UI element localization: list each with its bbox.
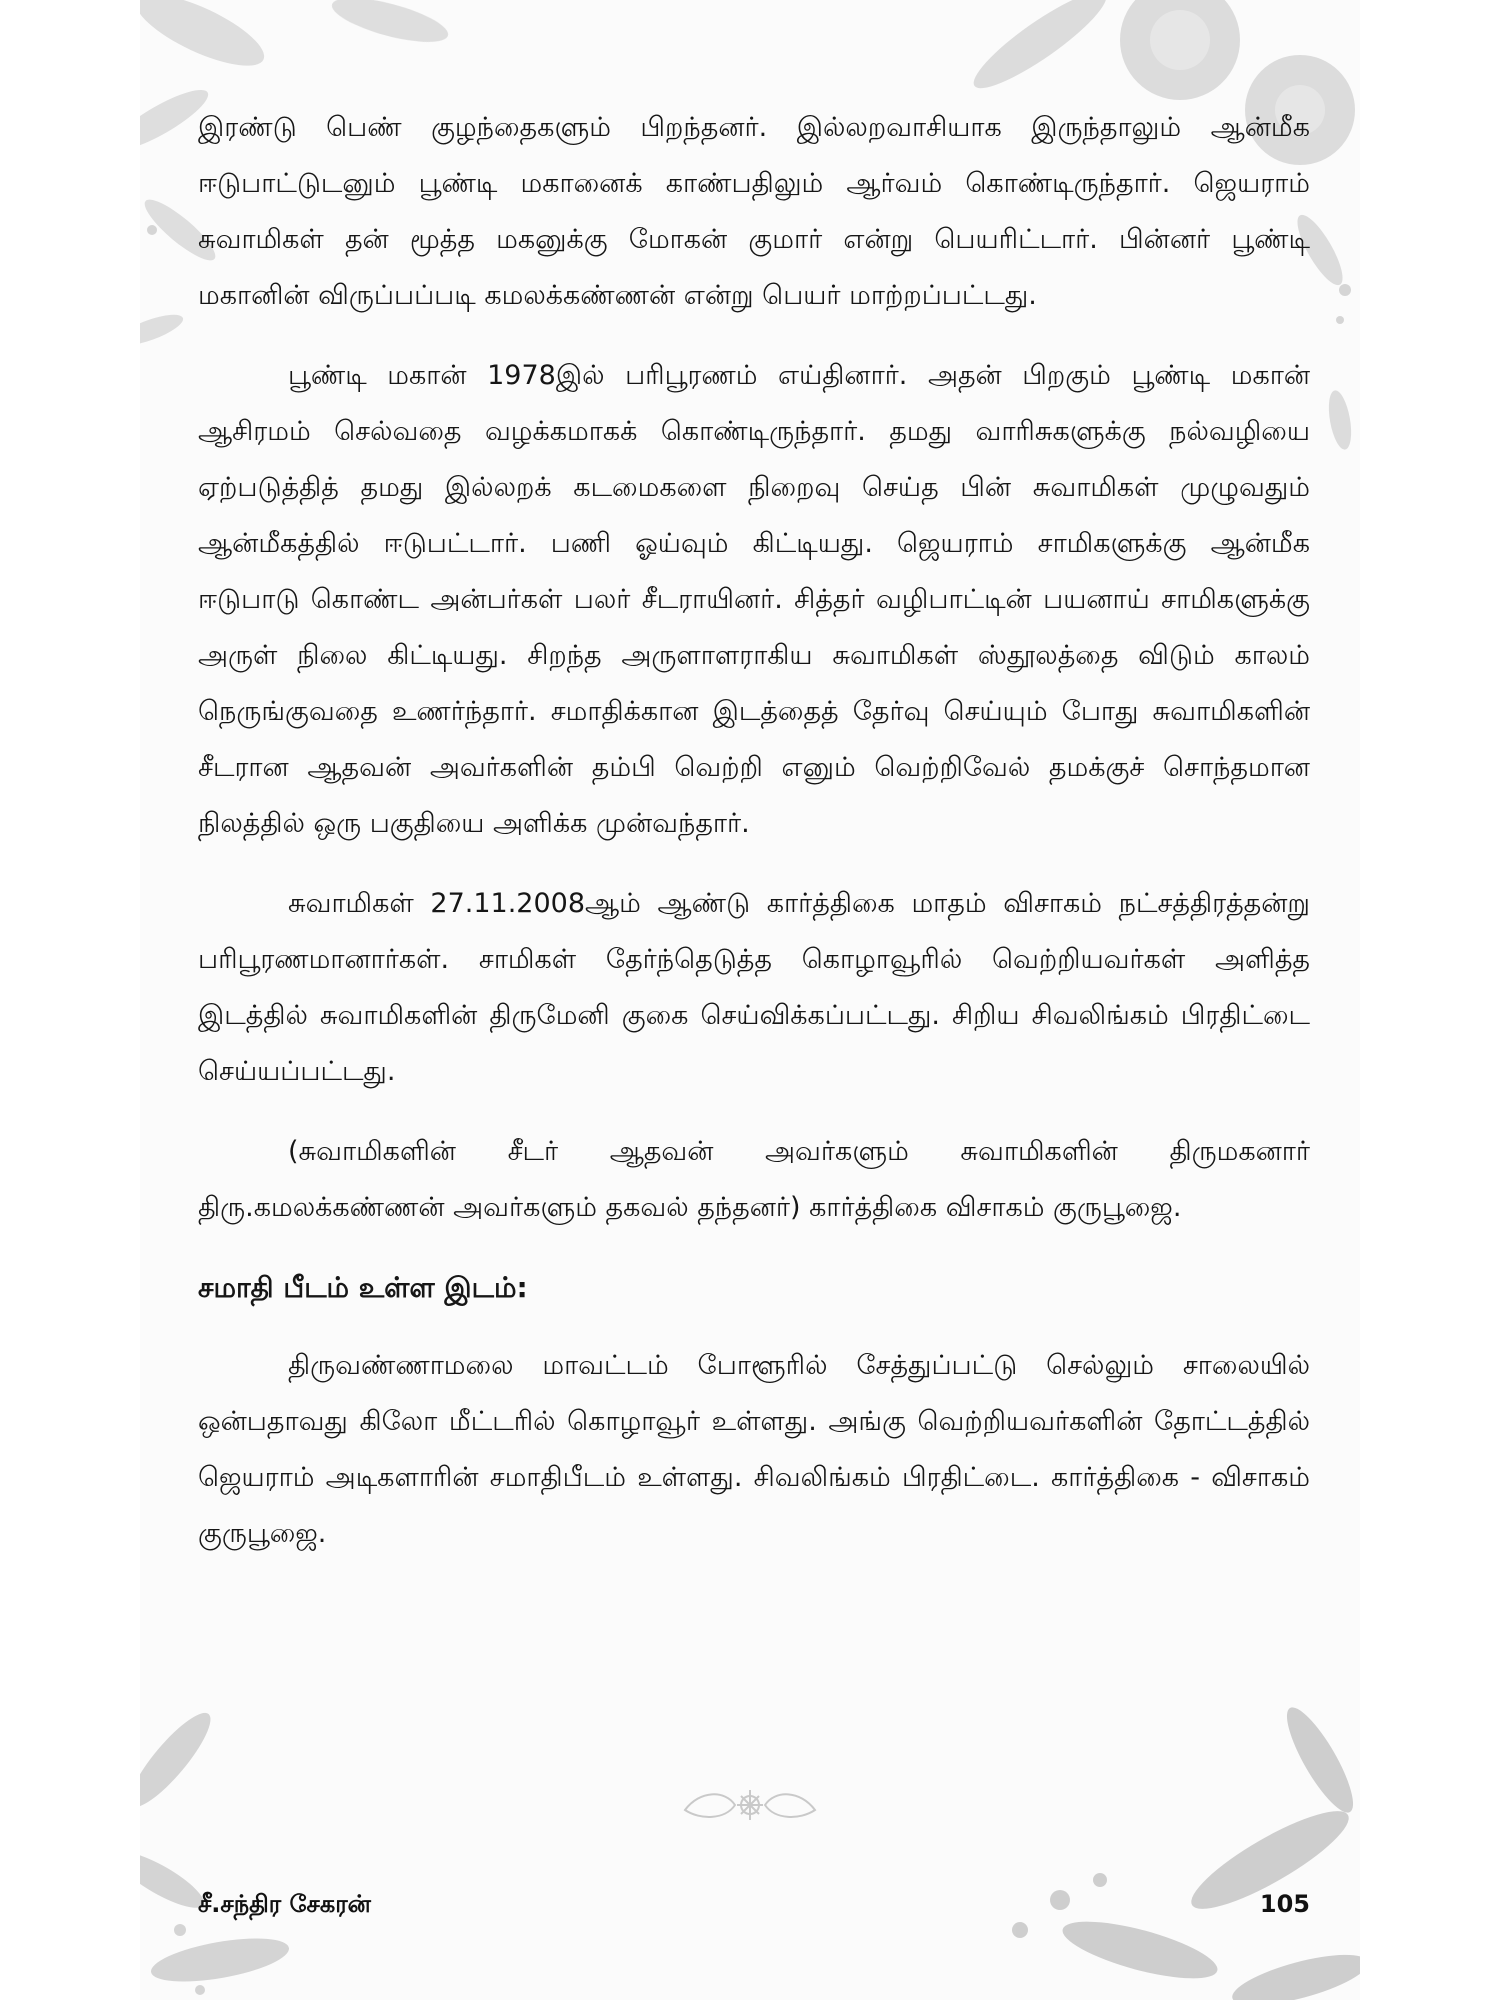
paragraph-1: இரண்டு பெண் குழந்தைகளும் பிறந்தனர். இல்லறவாசியாக இருந்தாலும் ஆன்மீக ஈடுபாட்டுடனும் பூண்டி மகானைக் காண்பதிலும் ஆர்வம் கொண்டிருந்தார். ஜெயராம் சுவாமிகள் தன் மூத்த மகனுக்கு மோகன் குமார் என்று பெயரிட்டார். பின்னர் பூண்டி மகானின் விருப்பப்படி கமலக்கண்ணன் என்று பெயர் மாற்றப்பட்டது. [198, 112, 1310, 311]
footer-author: சீ.சந்திர சேகரன் [198, 1890, 371, 1918]
section-heading: சமாதி பீடம் உள்ள இடம்: [198, 1271, 528, 1304]
page-content [198, 100, 1310, 1586]
book-page [140, 0, 1360, 2000]
paragraph-3: சுவாமிகள் 27.11.2008ஆம் ஆண்டு கார்த்திகை மாதம் விசாகம் நட்சத்திரத்தன்று பரிபூரணமானார்கள். சாமிகள் தேர்ந்தெடுத்த கொழாவூரில் வெற்றியவர்கள் அளித்த இடத்தில் சுவாமிகளின் திருமேனி குகை செய்விக்கப்பட்டது. சிறிய சிவலிங்கம் பிரதிட்டை செய்யப்பட்டது. [198, 888, 1310, 1087]
paragraph-4: (சுவாமிகளின் சீடர் ஆதவன் அவர்களும் சுவாமிகளின் திருமகனார் திரு.கமலக்கண்ணன் அவர்களும் தகவல் தந்தனர்) கார்த்திகை விசாகம் குருபூஜை. [198, 1136, 1310, 1223]
location-paragraph: திருவண்ணாமலை மாவட்டம் போளூரில் சேத்துப்பட்டு செல்லும் சாலையில் ஒன்பதாவது கிலோ மீட்டரில் கொழாவூர் உள்ளது. அங்கு வெற்றியவர்களின் தோட்டத்தில் ஜெயராம் அடிகளாரின் சமாதிபீடம் உள்ளது. சிவலிங்கம் பிரதிட்டை. கார்த்திகை - விசாகம் குருபூஜை. [198, 1350, 1310, 1549]
paragraph-2: பூண்டி மகான் 1978இல் பரிபூரணம் எய்தினார். அதன் பிறகும் பூண்டி மகான் ஆசிரமம் செல்வதை வழக்கமாகக் கொண்டிருந்தார். தமது வாரிசுகளுக்கு நல்வழியை ஏற்படுத்தித் தமது இல்லறக் கடமைகளை நிறைவு செய்த பின் சுவாமிகள் முழுவதும் ஆன்மீகத்தில் ஈடுபட்டார். பணி ஓய்வும் கிட்டியது. ஜெயராம் சாமிகளுக்கு ஆன்மீக ஈடுபாடு கொண்ட அன்பர்கள் பலர் சீடராயினர். சித்தர் வழிபாட்டின் பயனாய் சாமிகளுக்கு அருள் நிலை கிட்டியது. சிறந்த அருளாளராகிய சுவாமிகள் ஸ்தூலத்தை விடும் காலம் நெருங்குவதை உணர்ந்தார். சமாதிக்கான இடத்தைத் தேர்வு செய்யும் போது சுவாமிகளின் சீடரான ஆதவன் அவர்களின் தம்பி வெற்றி எனும் வெற்றிவேல் தமக்குச் சொந்தமான நிலத்தில் ஒரு பகுதியை அளிக்க முன்வந்தார். [198, 360, 1310, 839]
page-number: 105 [1259, 1890, 1310, 1918]
ornament-divider-icon [675, 1780, 825, 1830]
